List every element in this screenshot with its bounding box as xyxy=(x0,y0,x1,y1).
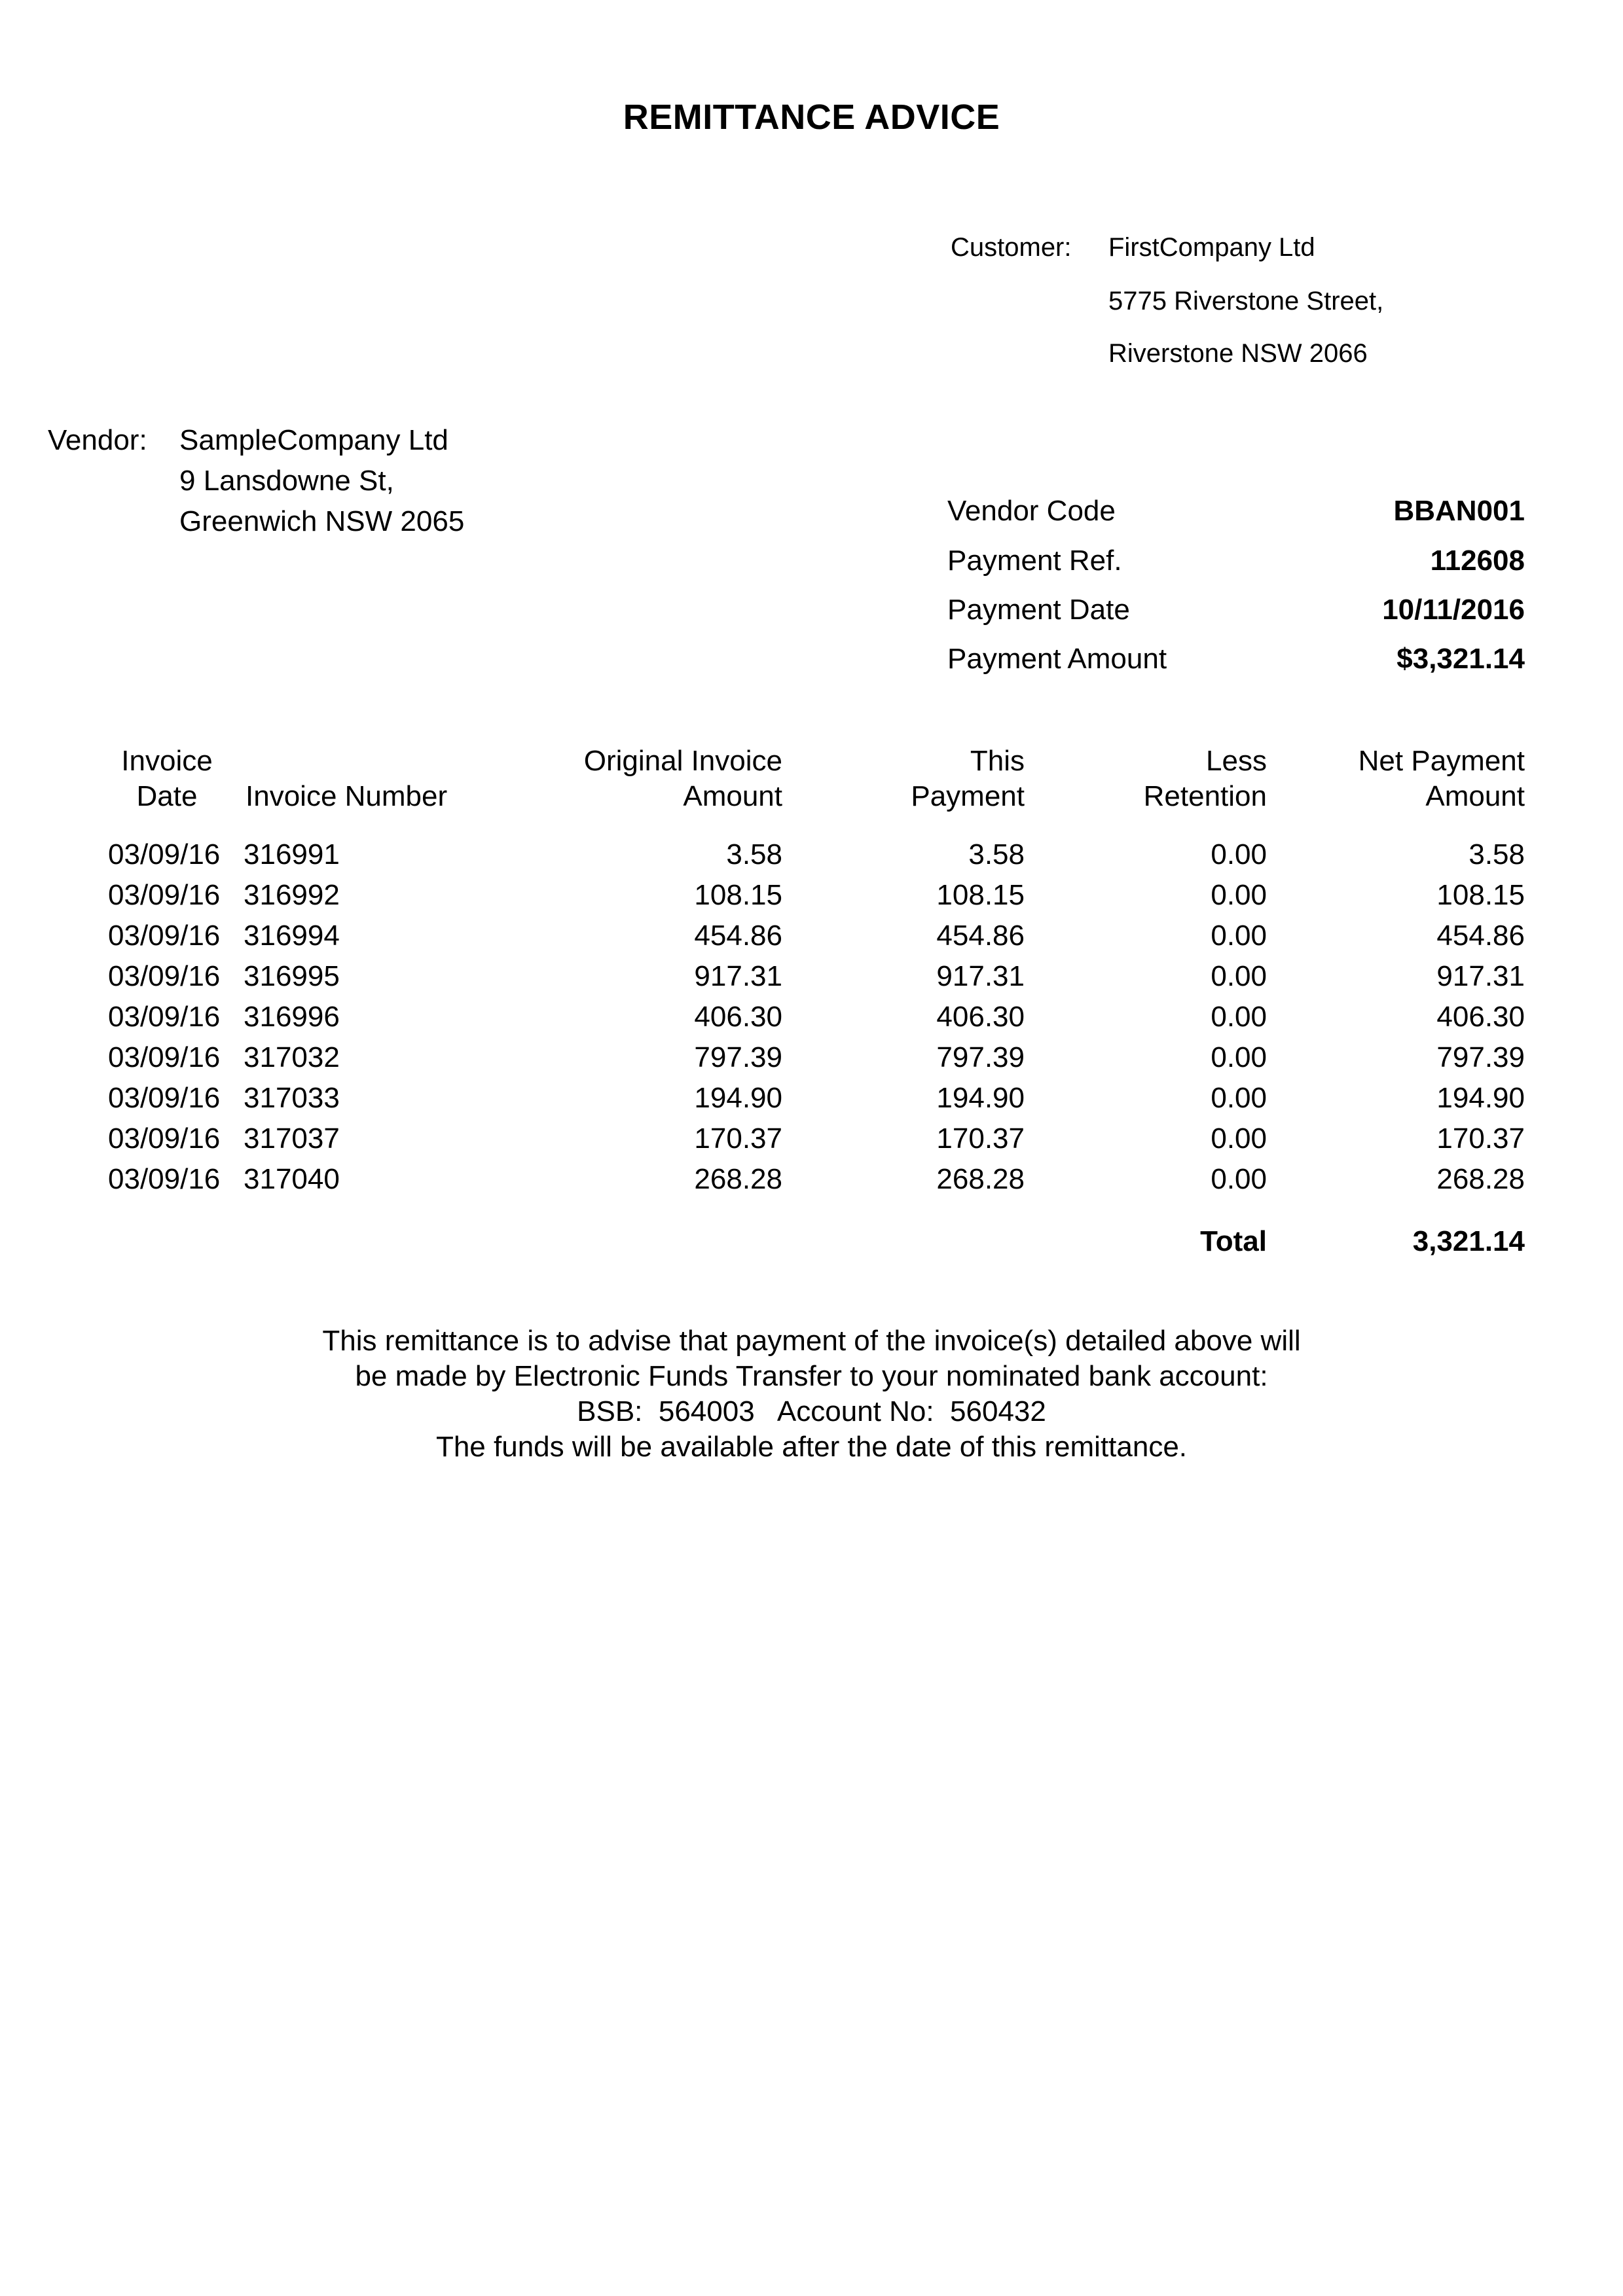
cell-less-retention: 0.00 xyxy=(1211,879,1267,911)
cell-date: 03/09/16 xyxy=(108,1122,221,1155)
cell-original-amount: 917.31 xyxy=(694,960,782,992)
cell-date: 03/09/16 xyxy=(108,1041,221,1073)
cell-net-amount: 454.86 xyxy=(1436,920,1525,952)
cell-less-retention: 0.00 xyxy=(1211,960,1267,992)
vendor-label: Vendor: xyxy=(48,424,147,456)
cell-this-payment: 108.15 xyxy=(936,879,1025,911)
cell-less-retention: 0.00 xyxy=(1211,1082,1267,1114)
header-this-payment: This Payment xyxy=(911,745,1025,812)
cell-net-amount: 3.58 xyxy=(1468,838,1525,870)
remittance-note xyxy=(0,1323,1623,1465)
cell-this-payment: 917.31 xyxy=(936,960,1025,992)
customer-address-line1: 5775 Riverstone Street, xyxy=(1108,287,1384,315)
cell-this-payment: 454.86 xyxy=(936,920,1025,952)
vendor-address-line1: 9 Lansdowne St, xyxy=(179,465,394,497)
cell-less-retention: 0.00 xyxy=(1211,1163,1267,1195)
payment-date-value: 10/11/2016 xyxy=(1382,594,1525,626)
vendor-code-label: Vendor Code xyxy=(947,495,1116,527)
cell-less-retention: 0.00 xyxy=(1211,920,1267,952)
cell-net-amount: 170.37 xyxy=(1436,1122,1525,1155)
cell-date: 03/09/16 xyxy=(108,960,221,992)
cell-net-amount: 406.30 xyxy=(1436,1001,1525,1033)
cell-net-amount: 194.90 xyxy=(1436,1082,1525,1114)
table-row xyxy=(0,920,1623,960)
cell-date: 03/09/16 xyxy=(108,1163,221,1195)
vendor-code-value: BBAN001 xyxy=(1393,495,1525,527)
cell-date: 03/09/16 xyxy=(108,879,221,911)
cell-this-payment: 194.90 xyxy=(936,1082,1025,1114)
cell-less-retention: 0.00 xyxy=(1211,1122,1267,1155)
cell-original-amount: 406.30 xyxy=(694,1001,782,1033)
cell-date: 03/09/16 xyxy=(108,1001,221,1033)
vendor-address-line2: Greenwich NSW 2065 xyxy=(179,505,465,537)
payment-ref-label: Payment Ref. xyxy=(947,545,1122,577)
customer-address-line2: Riverstone NSW 2066 xyxy=(1108,339,1368,368)
document-title: REMITTANCE ADVICE xyxy=(623,98,1000,137)
note-line-4: The funds will be available after the date of this remittance. xyxy=(435,1431,1188,1463)
customer-label: Customer: xyxy=(951,233,1072,262)
cell-date: 03/09/16 xyxy=(108,1082,221,1114)
cell-invoice-number: 317040 xyxy=(244,1163,340,1195)
cell-invoice-number: 316994 xyxy=(244,920,340,952)
cell-net-amount: 917.31 xyxy=(1436,960,1525,992)
cell-original-amount: 454.86 xyxy=(694,920,782,952)
table-row xyxy=(0,1001,1623,1041)
cell-invoice-number: 317032 xyxy=(244,1041,340,1073)
total-label: Total xyxy=(1200,1225,1267,1257)
cell-original-amount: 170.37 xyxy=(694,1122,782,1155)
cell-less-retention: 0.00 xyxy=(1211,838,1267,870)
cell-invoice-number: 316995 xyxy=(244,960,340,992)
note-line-1: This remittance is to advise that payment of the invoice(s) detailed above will xyxy=(322,1325,1301,1357)
table-row xyxy=(0,1122,1623,1163)
payment-date-label: Payment Date xyxy=(947,594,1130,626)
cell-net-amount: 797.39 xyxy=(1436,1041,1525,1073)
cell-net-amount: 108.15 xyxy=(1436,879,1525,911)
cell-invoice-number: 316992 xyxy=(244,879,340,911)
cell-this-payment: 797.39 xyxy=(936,1041,1025,1073)
header-invoice-date: Invoice Date xyxy=(121,745,213,812)
cell-original-amount: 3.58 xyxy=(726,838,782,870)
cell-this-payment: 406.30 xyxy=(936,1001,1025,1033)
cell-original-amount: 108.15 xyxy=(694,879,782,911)
cell-date: 03/09/16 xyxy=(108,838,221,870)
vendor-name: SampleCompany Ltd xyxy=(179,424,448,456)
cell-less-retention: 0.00 xyxy=(1211,1001,1267,1033)
table-row xyxy=(0,838,1623,879)
cell-original-amount: 797.39 xyxy=(694,1041,782,1073)
cell-this-payment: 268.28 xyxy=(936,1163,1025,1195)
table-row xyxy=(0,1082,1623,1122)
header-invoice-number: Invoice Number xyxy=(246,780,448,812)
cell-this-payment: 3.58 xyxy=(968,838,1025,870)
table-row xyxy=(0,960,1623,1001)
cell-original-amount: 268.28 xyxy=(694,1163,782,1195)
table-row xyxy=(0,1041,1623,1082)
note-line-bank-details: BSB: 564003 Account No: 560432 xyxy=(577,1395,1046,1427)
header-original-amount: Original Invoice Amount xyxy=(583,745,782,812)
total-value: 3,321.14 xyxy=(1412,1225,1525,1257)
cell-less-retention: 0.00 xyxy=(1211,1041,1267,1073)
cell-invoice-number: 317033 xyxy=(244,1082,340,1114)
cell-original-amount: 194.90 xyxy=(694,1082,782,1114)
table-row xyxy=(0,1163,1623,1204)
header-net-payment: Net Payment Amount xyxy=(1358,745,1525,812)
payment-ref-value: 112608 xyxy=(1430,545,1525,577)
cell-invoice-number: 316991 xyxy=(244,838,340,870)
payment-amount-value: $3,321.14 xyxy=(1396,643,1525,675)
customer-name: FirstCompany Ltd xyxy=(1108,233,1315,262)
table-row xyxy=(0,879,1623,920)
cell-net-amount: 268.28 xyxy=(1436,1163,1525,1195)
header-less-retention: Less Retention xyxy=(1143,745,1267,812)
cell-invoice-number: 317037 xyxy=(244,1122,340,1155)
cell-invoice-number: 316996 xyxy=(244,1001,340,1033)
cell-date: 03/09/16 xyxy=(108,920,221,952)
note-line-2: be made by Electronic Funds Transfer to your nominated bank account: xyxy=(355,1360,1268,1392)
cell-this-payment: 170.37 xyxy=(936,1122,1025,1155)
payment-amount-label: Payment Amount xyxy=(947,643,1167,675)
